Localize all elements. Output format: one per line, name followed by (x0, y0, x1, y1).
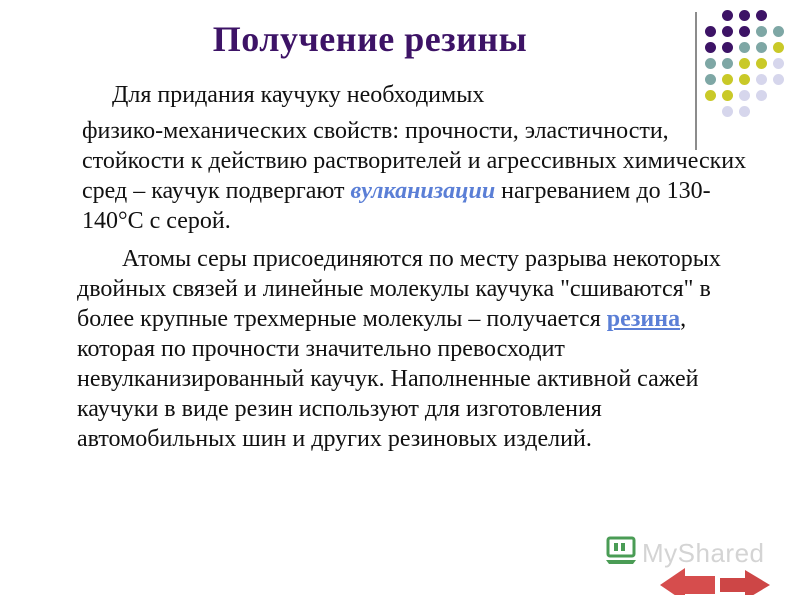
decorative-dot (773, 58, 784, 69)
decorative-dot (756, 74, 767, 85)
decorative-dot (739, 26, 750, 37)
decorative-dot (773, 42, 784, 53)
paragraph-1-text-after: нагреванием до 130-140°С с серой. (82, 178, 711, 234)
decorative-dot (722, 26, 733, 37)
decorative-dot (756, 90, 767, 101)
arrows-icon (660, 568, 770, 595)
vulcanization-term: вулканизации (350, 178, 496, 204)
logo-text: MyShared (642, 538, 765, 568)
decorative-dot (705, 58, 716, 69)
decorative-dot (739, 58, 750, 69)
paragraph-1-body (82, 116, 757, 236)
decorative-dot (756, 58, 767, 69)
myshared-logo[interactable] (605, 530, 790, 595)
decorative-dot (756, 26, 767, 37)
decorative-dot (773, 74, 784, 85)
decorative-dot (722, 58, 733, 69)
paragraph-1-first-line: Для придания каучуку необходимых (112, 82, 485, 108)
slide-title: Получение резины (212, 19, 528, 59)
laptop-icon (606, 538, 636, 564)
slide-body (77, 80, 757, 454)
decorative-dot (773, 26, 784, 37)
decorative-dot (756, 42, 767, 53)
decorative-dot (722, 10, 733, 21)
paragraph-2-text-after: , которая по прочности значительно превосходит невулканизированный каучук. Наполненные активной сажей каучуки в виде резин используют для изготовления автомобильных шин и других резиновых изделий. (77, 306, 699, 452)
decorative-dot (739, 42, 750, 53)
rubber-link[interactable]: резина (606, 306, 681, 332)
decorative-dot (705, 26, 716, 37)
paragraph-1-text-before: физико-механических свойств: прочности, эластичности, стойкости к действию растворителей и агрессивных химических сред – каучук подвергают (82, 118, 747, 204)
decorative-dot (722, 42, 733, 53)
paragraph-2-text-before: Атомы серы присоединяются по месту разрыва некоторых двойных связей и линейные молекулы каучука "сшиваются" в более крупные трехмерные молекулы – получается (77, 246, 721, 332)
decorative-dot (756, 10, 767, 21)
decorative-dot (705, 42, 716, 53)
decorative-dot (739, 10, 750, 21)
paragraph-2 (77, 244, 757, 454)
